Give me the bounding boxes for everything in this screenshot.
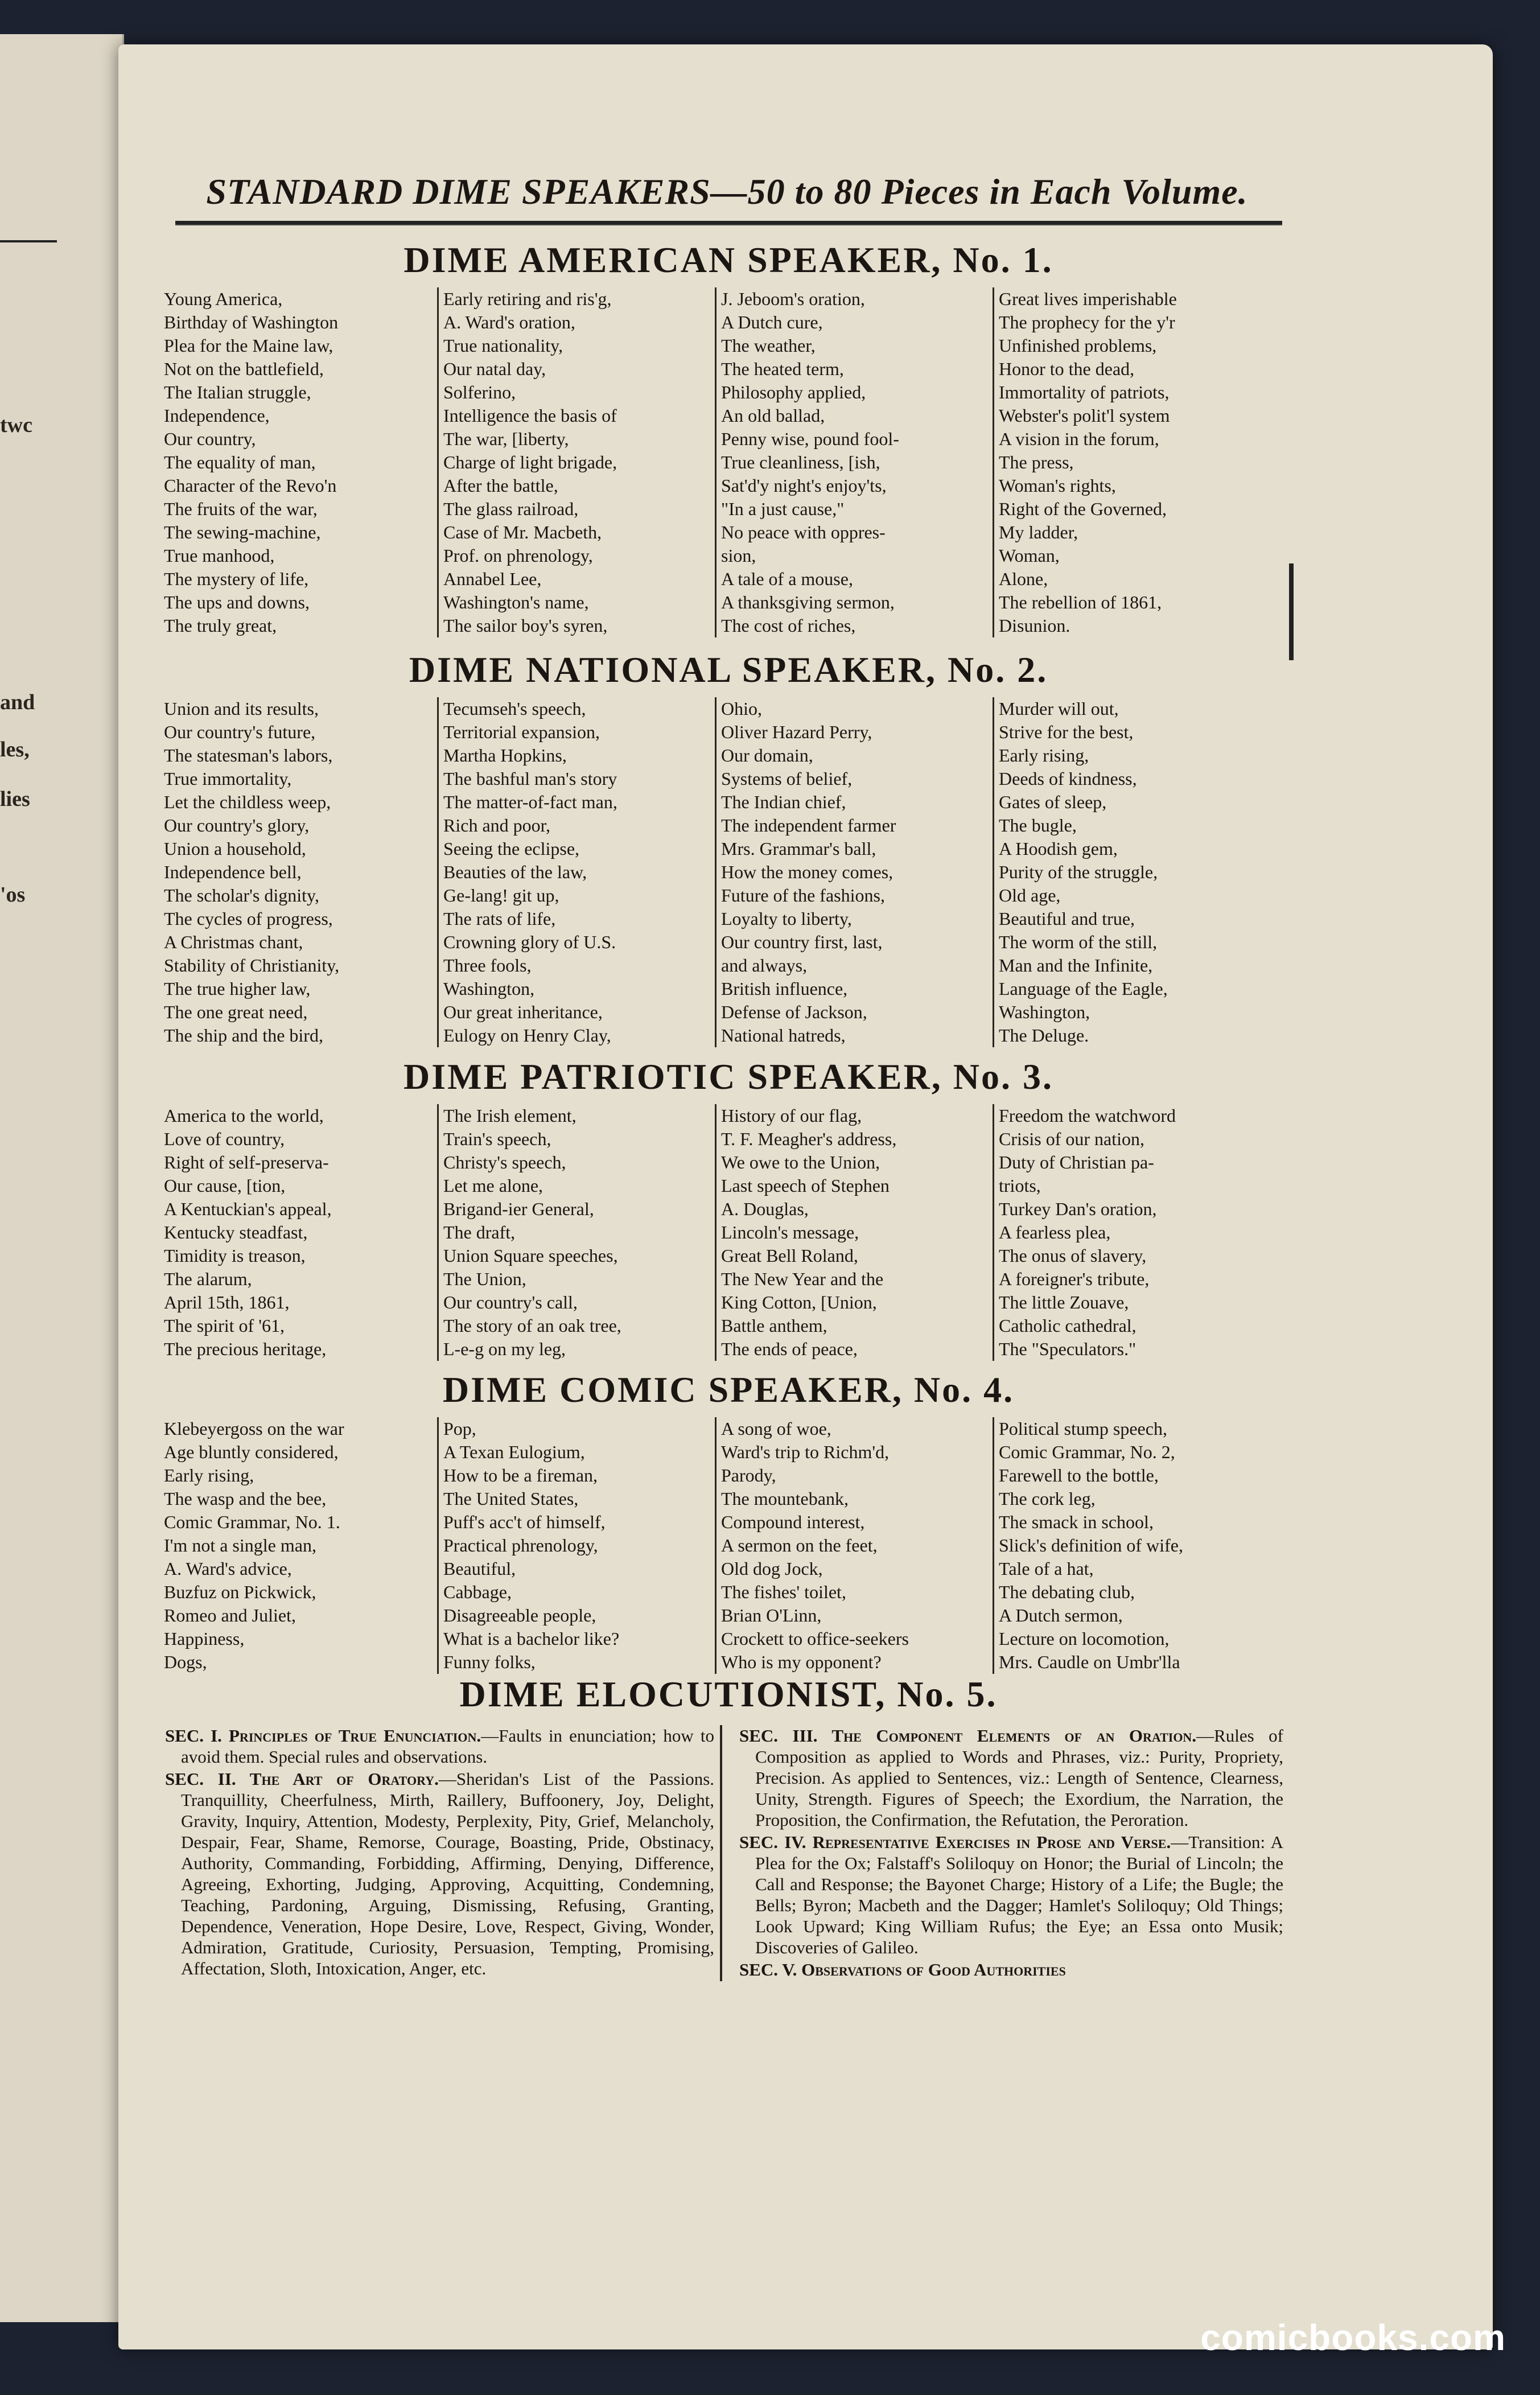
elocutionist-left-column: [159, 1725, 720, 1981]
speech-title: True nationality,: [443, 335, 563, 356]
speaker-column: [159, 1417, 437, 1674]
speech-title: Buzfuz on Pickwick,: [164, 1582, 316, 1602]
speech-title: True immortality,: [164, 768, 292, 789]
speech-title: Alone,: [999, 569, 1048, 589]
speech-title: The Indian chief,: [721, 792, 846, 812]
speech-title: The cycles of progress,: [164, 908, 333, 929]
speech-title: The debating club,: [999, 1582, 1135, 1602]
speech-title: Early rising,: [999, 745, 1089, 766]
speech-title: The alarum,: [164, 1269, 252, 1289]
speech-title: Duty of Christian pa-: [999, 1152, 1154, 1172]
speech-title: The matter-of-fact man,: [443, 792, 617, 812]
speech-title: Our country's call,: [443, 1292, 578, 1312]
speech-title: Defense of Jackson,: [721, 1002, 867, 1022]
speech-title: Right of self-preserva-: [164, 1152, 329, 1172]
speech-title: A vision in the forum,: [999, 429, 1159, 449]
speech-title: Plea for the Maine law,: [164, 335, 333, 356]
speech-title: The wasp and the bee,: [164, 1488, 327, 1509]
speech-title: A Christmas chant,: [164, 932, 303, 952]
speech-title: Our great inheritance,: [443, 1002, 603, 1022]
speech-title: sion,: [721, 545, 756, 566]
speech-title: Penny wise, pound fool-: [721, 429, 899, 449]
speaker-column: [159, 697, 437, 1047]
speech-title: Mrs. Caudle on Umbr'lla: [999, 1652, 1180, 1672]
speech-title: Character of the Revo'n: [164, 475, 337, 496]
speech-title: "In a just cause,": [721, 499, 845, 519]
speaker-column: [437, 1104, 715, 1361]
section-title: DIME PATRIOTIC SPEAKER, No. 3.: [403, 1056, 1053, 1097]
previous-page-edge: [0, 34, 124, 2322]
section-heading: SEC. I. Principles of True Enunciation.: [165, 1726, 481, 1746]
speech-title: Sat'd'y night's enjoy'ts,: [721, 475, 887, 496]
speech-title: Washington,: [999, 1002, 1090, 1022]
speech-title: A Dutch cure,: [721, 312, 823, 332]
speech-title: The true higher law,: [164, 978, 311, 999]
speech-title: Loyalty to liberty,: [721, 908, 852, 929]
speech-title: Ge-lang! git up,: [443, 885, 559, 906]
speech-title: Great lives imperishable: [999, 289, 1177, 309]
speaker-column: [715, 287, 993, 637]
previous-page-fragment: lies: [0, 787, 30, 811]
speech-title: The story of an oak tree,: [443, 1315, 621, 1336]
speech-title: Crisis of our nation,: [999, 1129, 1144, 1149]
speech-title: An old ballad,: [721, 405, 825, 426]
speech-title: The fruits of the war,: [164, 499, 318, 519]
speech-title: A. Ward's advice,: [164, 1558, 292, 1579]
section-body: —Sheridan's List of the Passions. Tranquillity, Cheerfulness, Mirth, Raillery, Buffoonery, Joy, Delight, Gravity, Inquiry, Attention, Modesty, Perplexity, Pity, Grief, Melancholy, Despair, Fear, Shame, Remorse, Courage, Boasting, Pride, Obstinacy, Authority, Commanding, Forbidding, Affirming, Denying, Difference, Agreeing, Exhorting, Judging, Approving, Acquitting, Condemning, Teaching, Pardoning, Arguing, Dismissing, Refusing, Granting, Dependence, Veneration, Hope Desire, Love, Respect, Giving, Wonder, Admiration, Gratitude, Curiosity, Persuasion, Tempting, Promising, Affectation, Sloth, Intoxication, Anger, etc.: [181, 1769, 715, 1978]
speech-title: Union Square speeches,: [443, 1245, 618, 1266]
speech-title: Comic Grammar, No. 1.: [164, 1512, 340, 1532]
speech-title: The bugle,: [999, 815, 1077, 836]
speech-title: Webster's polit'l system: [999, 405, 1170, 426]
speech-title: Dogs,: [164, 1652, 207, 1672]
speech-title: Our domain,: [721, 745, 813, 766]
speech-title: Slick's definition of wife,: [999, 1535, 1183, 1555]
speech-title: Catholic cathedral,: [999, 1315, 1137, 1336]
speech-title: Woman's rights,: [999, 475, 1116, 496]
speech-title: Gates of sleep,: [999, 792, 1107, 812]
speech-title: The New Year and the: [721, 1269, 884, 1289]
speech-title: A Hoodish gem,: [999, 838, 1118, 859]
speech-title: Our country's future,: [164, 722, 316, 742]
speech-title: Timidity is treason,: [164, 1245, 306, 1266]
speech-title: Beauties of the law,: [443, 862, 587, 882]
section-national-speaker: [159, 649, 1298, 1047]
speech-title: The sewing-machine,: [164, 522, 321, 542]
speech-title: The prophecy for the y'r: [999, 312, 1175, 332]
speech-title: Prof. on phrenology,: [443, 545, 593, 566]
section-body: —Rules of Composition as applied to Words and Phrases, viz.: Purity, Propriety, Precision. As applied to Sentences, viz.: Length of Sentence, Clearness, Unity, Strength. Figures of Speech; the Exordium, the Narration, the Proposition, the Confirmation, the Refutation, the Peroration.: [755, 1726, 1284, 1830]
speech-title: Seeing the eclipse,: [443, 838, 580, 859]
speech-title: Ohio,: [721, 698, 762, 719]
speech-title: The sailor boy's syren,: [443, 615, 608, 636]
speech-title: The mystery of life,: [164, 569, 309, 589]
masthead-title: STANDARD DIME SPEAKERS—50 to 80 Pieces in Each Volume.: [206, 171, 1248, 212]
speaker-column: [993, 697, 1270, 1047]
speech-title: The ends of peace,: [721, 1339, 858, 1359]
speech-title: The statesman's labors,: [164, 745, 333, 766]
speech-title: A Texan Eulogium,: [443, 1442, 585, 1462]
speech-title: The truly great,: [164, 615, 277, 636]
section-comic-speaker: [159, 1369, 1298, 1674]
speech-title: A Kentuckian's appeal,: [164, 1199, 332, 1219]
speech-title: The rats of life,: [443, 908, 556, 929]
speech-title: Our country's glory,: [164, 815, 310, 836]
speech-title: After the battle,: [443, 475, 558, 496]
speech-title: Tecumseh's speech,: [443, 698, 586, 719]
speech-title: Brigand-ier General,: [443, 1199, 594, 1219]
speech-title: Three fools,: [443, 955, 532, 976]
speech-title: Immortality of patriots,: [999, 382, 1170, 402]
speech-title: Freedom the watchword: [999, 1105, 1176, 1126]
section-elocutionist: [159, 1676, 1298, 1981]
speech-title: British influence,: [721, 978, 848, 999]
speech-title: Crowning glory of U.S.: [443, 932, 616, 952]
previous-page-fragment: les,: [0, 738, 30, 762]
speech-title: The mountebank,: [721, 1488, 849, 1509]
section-title: DIME ELOCUTIONIST, No. 5.: [459, 1674, 998, 1714]
speech-title: Brian O'Linn,: [721, 1605, 822, 1626]
speech-title: Stability of Christianity,: [164, 955, 340, 976]
speech-title: triots,: [999, 1175, 1041, 1196]
speech-title: We owe to the Union,: [721, 1152, 880, 1172]
speech-title: The draft,: [443, 1222, 516, 1242]
speaker-column: [715, 1417, 993, 1674]
speech-title: Turkey Dan's oration,: [999, 1199, 1157, 1219]
speech-title: Right of the Governed,: [999, 499, 1167, 519]
speech-title: History of our flag,: [721, 1105, 862, 1126]
speech-title: Territorial expansion,: [443, 722, 600, 742]
speech-title: How to be a fireman,: [443, 1465, 598, 1485]
speech-title: How the money comes,: [721, 862, 893, 882]
speech-title: The spirit of '61,: [164, 1315, 285, 1336]
elocutionist-section: [739, 1832, 1283, 1958]
speech-title: Beautiful,: [443, 1558, 516, 1579]
speech-title: Our country,: [164, 429, 256, 449]
speech-title: The little Zouave,: [999, 1292, 1129, 1312]
speech-title: Old age,: [999, 885, 1061, 906]
previous-page-fragment: and: [0, 690, 35, 714]
speech-title: A. Ward's oration,: [443, 312, 575, 332]
speech-title: Pop,: [443, 1418, 476, 1439]
speech-title: The heated term,: [721, 359, 844, 379]
speech-title: The United States,: [443, 1488, 579, 1509]
speech-title: The precious heritage,: [164, 1339, 327, 1359]
speech-title: A sermon on the feet,: [721, 1535, 878, 1555]
speech-title: A fearless plea,: [999, 1222, 1111, 1242]
speech-title: Systems of belief,: [721, 768, 853, 789]
speech-title: Washington,: [443, 978, 535, 999]
speech-title: Woman,: [999, 545, 1060, 566]
speech-title: April 15th, 1861,: [164, 1292, 290, 1312]
speech-title: True manhood,: [164, 545, 275, 566]
speech-title: What is a bachelor like?: [443, 1628, 620, 1649]
speech-title: The ups and downs,: [164, 592, 310, 612]
speech-title: National hatreds,: [721, 1025, 846, 1046]
section-heading: SEC. III. The Component Elements of an Oration.: [739, 1726, 1197, 1746]
section-title: DIME NATIONAL SPEAKER, No. 2.: [409, 649, 1048, 690]
speech-title: Lincoln's message,: [721, 1222, 859, 1242]
speech-title: The independent farmer: [721, 815, 896, 836]
speech-title: Age bluntly considered,: [164, 1442, 339, 1462]
speech-title: Young America,: [164, 289, 283, 309]
speech-title: A. Douglas,: [721, 1199, 809, 1219]
speech-title: A tale of a mouse,: [721, 569, 853, 589]
speech-title: Independence bell,: [164, 862, 302, 882]
speech-title: The bashful man's story: [443, 768, 617, 789]
masthead-rule: [175, 221, 1282, 225]
speaker-column: [715, 697, 993, 1047]
speech-title: Case of Mr. Macbeth,: [443, 522, 602, 542]
speaker-column: [437, 697, 715, 1047]
speech-title: Eulogy on Henry Clay,: [443, 1025, 611, 1046]
speaker-column: [993, 1417, 1270, 1674]
previous-page-fragment: 'os: [0, 883, 26, 907]
speech-title: Kentucky steadfast,: [164, 1222, 308, 1242]
section-title: DIME COMIC SPEAKER, No. 4.: [442, 1369, 1015, 1410]
speech-title: Let me alone,: [443, 1175, 543, 1196]
speech-title: Practical phrenology,: [443, 1535, 598, 1555]
speech-title: Puff's acc't of himself,: [443, 1512, 606, 1532]
speech-title: The fishes' toilet,: [721, 1582, 846, 1602]
speech-title: Unfinished problems,: [999, 335, 1157, 356]
speech-title: True cleanliness, [ish,: [721, 452, 880, 472]
section-american-speaker: [159, 242, 1298, 637]
speech-title: and always,: [721, 955, 808, 976]
speech-title: The Deluge.: [999, 1025, 1089, 1046]
speaker-column: [715, 1104, 993, 1361]
speaker-column: [993, 287, 1270, 637]
speech-title: Early retiring and ris'g,: [443, 289, 612, 309]
speech-title: The "Speculators.": [999, 1339, 1137, 1359]
speaker-column: [159, 287, 437, 637]
speech-title: The weather,: [721, 335, 816, 356]
speech-title: A Dutch sermon,: [999, 1605, 1123, 1626]
speech-title: Union and its results,: [164, 698, 319, 719]
speech-title: Birthday of Washington: [164, 312, 339, 332]
speaker-column: [437, 1417, 715, 1674]
speech-title: The glass railroad,: [443, 499, 579, 519]
speech-title: A thanksgiving sermon,: [721, 592, 895, 612]
previous-page-rule: [0, 240, 57, 242]
speech-title: The ship and the bird,: [164, 1025, 323, 1046]
speech-title: Annabel Lee,: [443, 569, 542, 589]
watermark: comicbooks.com: [1200, 2317, 1506, 2358]
speech-title: The Italian struggle,: [164, 382, 311, 402]
speaker-column: [437, 287, 715, 637]
section-heading: SEC. IV. Representative Exercises in Prose and Verse.: [739, 1832, 1171, 1852]
speech-title: The Irish element,: [443, 1105, 577, 1126]
speech-title: Language of the Eagle,: [999, 978, 1168, 999]
speech-title: Tale of a hat,: [999, 1558, 1094, 1579]
section-patriotic-speaker: [159, 1056, 1298, 1361]
elocutionist-section: [739, 1959, 1283, 1980]
speech-title: The Union,: [443, 1269, 526, 1289]
speech-title: A song of woe,: [721, 1418, 831, 1439]
speech-title: Ward's trip to Richm'd,: [721, 1442, 890, 1462]
section-body: —Transition: A Plea for the Ox; Falstaff's Soliloquy on Honor; the Burial of Lincoln; the Call and Response; the Bayonet Charge; History of a Life; the Bugle; the Bells; Byron; Macbeth and the Dagger; Hamlet's Soliloquy; Old Things; Look Upward; King William Rufus; the Eye; an Essa onto Musik; Discoveries of Galileo.: [755, 1832, 1284, 1957]
speech-title: Old dog Jock,: [721, 1558, 823, 1579]
speech-title: Farewell to the bottle,: [999, 1465, 1159, 1485]
speech-title: The worm of the still,: [999, 932, 1158, 952]
speech-title: Deeds of kindness,: [999, 768, 1137, 789]
speech-title: Christy's speech,: [443, 1152, 566, 1172]
speech-title: Crockett to office-seekers: [721, 1628, 909, 1649]
speech-title: Martha Hopkins,: [443, 745, 567, 766]
speech-title: Man and the Infinite,: [999, 955, 1153, 976]
speech-title: Early rising,: [164, 1465, 254, 1485]
speech-title: Rich and poor,: [443, 815, 551, 836]
speech-title: The smack in school,: [999, 1512, 1154, 1532]
speech-title: King Cotton, [Union,: [721, 1292, 877, 1312]
speaker-column: [993, 1104, 1270, 1361]
speech-title: Our cause, [tion,: [164, 1175, 286, 1196]
speech-title: The onus of slavery,: [999, 1245, 1147, 1266]
speech-title: America to the world,: [164, 1105, 324, 1126]
speech-title: Disunion.: [999, 615, 1070, 636]
speech-title: Comic Grammar, No. 2,: [999, 1442, 1175, 1462]
speech-title: L-e-g on my leg,: [443, 1339, 566, 1359]
speech-title: Solferino,: [443, 382, 516, 402]
speech-title: My ladder,: [999, 522, 1078, 542]
section-heading: SEC. II. The Art of Oratory.: [165, 1769, 439, 1789]
speech-title: Purity of the struggle,: [999, 862, 1158, 882]
speech-title: The equality of man,: [164, 452, 316, 472]
speech-title: Train's speech,: [443, 1129, 551, 1149]
speaker-column: [159, 1104, 437, 1361]
speech-title: Compound interest,: [721, 1512, 865, 1532]
speech-title: Great Bell Roland,: [721, 1245, 858, 1266]
speech-title: Strive for the best,: [999, 722, 1134, 742]
speech-title: Philosophy applied,: [721, 382, 866, 402]
speech-title: Political stump speech,: [999, 1418, 1167, 1439]
elocutionist-section: [739, 1725, 1283, 1830]
speech-title: Love of country,: [164, 1129, 285, 1149]
speech-title: Cabbage,: [443, 1582, 512, 1602]
speech-title: Future of the fashions,: [721, 885, 885, 906]
speech-title: Our natal day,: [443, 359, 546, 379]
speech-title: Last speech of Stephen: [721, 1175, 890, 1196]
speech-title: T. F. Meagher's address,: [721, 1129, 897, 1149]
speech-title: Battle anthem,: [721, 1315, 827, 1336]
speech-title: I'm not a single man,: [164, 1535, 316, 1555]
speech-title: Klebeyergoss on the war: [164, 1418, 344, 1439]
section-body: —Faults in enunciation; how to avoid them. Special rules and observations.: [181, 1726, 714, 1767]
speech-title: Romeo and Juliet,: [164, 1605, 296, 1626]
section-heading: SEC. V. Observations of Good Authorities: [739, 1960, 1066, 1980]
elocutionist-right-column: [720, 1725, 1289, 1981]
speech-title: The press,: [999, 452, 1074, 472]
speech-title: The scholar's dignity,: [164, 885, 319, 906]
speech-title: Not on the battlefield,: [164, 359, 324, 379]
previous-page-fragment: twc: [0, 413, 32, 437]
elocutionist-section: [165, 1768, 714, 1979]
speech-title: The cost of riches,: [721, 615, 856, 636]
speech-title: Happiness,: [164, 1628, 245, 1649]
speech-title: Union a household,: [164, 838, 306, 859]
elocutionist-section: [165, 1725, 714, 1767]
speech-title: Washington's name,: [443, 592, 589, 612]
speech-title: Independence,: [164, 405, 270, 426]
speech-title: Parody,: [721, 1465, 776, 1485]
speech-title: Oliver Hazard Perry,: [721, 722, 872, 742]
speech-title: Disagreeable people,: [443, 1605, 596, 1626]
speech-title: Let the childless weep,: [164, 792, 331, 812]
speech-title: Mrs. Grammar's ball,: [721, 838, 876, 859]
speech-title: The war, [liberty,: [443, 429, 569, 449]
speech-title: J. Jeboom's oration,: [721, 289, 865, 309]
speech-title: Beautiful and true,: [999, 908, 1135, 929]
speech-title: Funny folks,: [443, 1652, 536, 1672]
speech-title: The one great need,: [164, 1002, 308, 1022]
section-title: DIME AMERICAN SPEAKER, No. 1.: [403, 240, 1053, 280]
speech-title: A foreigner's tribute,: [999, 1269, 1150, 1289]
speech-title: Lecture on locomotion,: [999, 1628, 1170, 1649]
speech-title: Murder will out,: [999, 698, 1119, 719]
speech-title: The cork leg,: [999, 1488, 1096, 1509]
speech-title: Our country first, last,: [721, 932, 883, 952]
speech-title: The rebellion of 1861,: [999, 592, 1162, 612]
speech-title: Honor to the dead,: [999, 359, 1135, 379]
speech-title: Intelligence the basis of: [443, 405, 617, 426]
speech-title: Who is my opponent?: [721, 1652, 882, 1672]
speech-title: Charge of light brigade,: [443, 452, 617, 472]
speech-title: No peace with oppres-: [721, 522, 886, 542]
